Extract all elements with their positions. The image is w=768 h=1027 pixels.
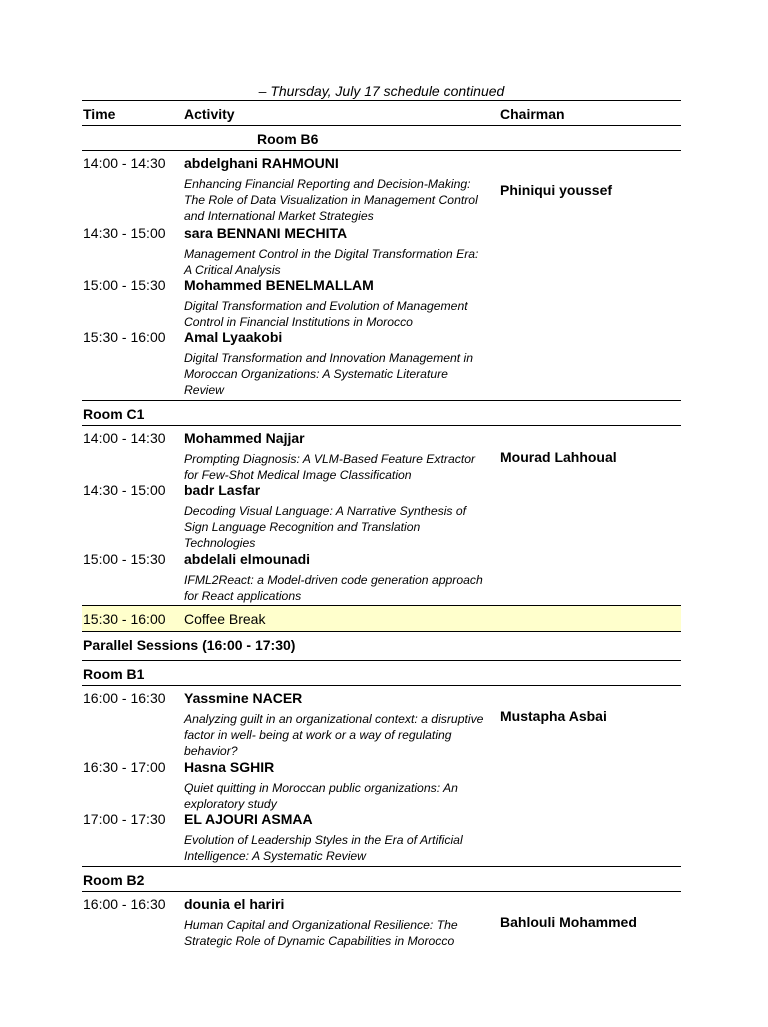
coffee-break-row: [82, 606, 681, 631]
talk-item: [82, 426, 681, 482]
talk-time: 16:00 - 16:30: [83, 690, 166, 706]
room-label: Room B1: [83, 666, 145, 682]
room-b2-block: [82, 892, 681, 952]
talk-item: [82, 892, 681, 952]
talk-item: [82, 325, 681, 395]
header-chairman: Chairman: [500, 106, 565, 122]
talk-time: 14:30 - 15:00: [83, 225, 166, 241]
speaker-name: Mohammed Najjar: [184, 430, 305, 446]
speaker-name: abdelali elmounadi: [184, 551, 311, 567]
talk-item: [82, 755, 681, 811]
talk-title: Decoding Visual Language: A Narrative Synthesis of Sign Language Recognition and Translation Technologies: [184, 504, 467, 550]
talk-time: 15:00 - 15:30: [83, 551, 166, 567]
room-b6-heading: [82, 126, 681, 150]
talk-title: IFML2React: a Model-driven code generation approach for React applications: [184, 573, 483, 603]
speaker-name: Mohammed BENELMALLAM: [184, 277, 374, 293]
speaker-name: dounia el hariri: [184, 896, 285, 912]
talk-time: 14:00 - 14:30: [83, 430, 166, 446]
talk-title: Enhancing Financial Reporting and Decision-Making: The Role of Data Visualization in Management Control and International Market Strategies: [184, 177, 478, 223]
talk-title: Human Capital and Organizational Resilience: The Strategic Role of Dynamic Capabilities in Morocco: [184, 918, 458, 948]
room-label: Room B2: [83, 872, 145, 888]
talk-item: [82, 547, 681, 605]
talk-item: [82, 151, 681, 221]
speaker-name: sara BENNANI MECHITA: [184, 225, 348, 241]
talk-item: [82, 686, 681, 758]
chairman-name: Mourad Lahhoual: [500, 449, 617, 465]
room-b6-block: [82, 151, 681, 400]
parallel-sessions-heading: [82, 632, 681, 656]
room-b2-heading: [82, 867, 681, 891]
talk-time: 17:00 - 17:30: [83, 811, 166, 827]
talk-time: 16:00 - 16:30: [83, 896, 166, 912]
talk-item: [82, 807, 681, 866]
header-activity: Activity: [184, 106, 235, 122]
talk-title: Quiet quitting in Moroccan public organizations: An exploratory study: [184, 781, 458, 811]
speaker-name: badr Lasfar: [184, 482, 261, 498]
talk-time: 14:30 - 15:00: [83, 482, 166, 498]
speaker-name: EL AJOURI ASMAA: [184, 811, 313, 827]
talk-item: [82, 221, 681, 277]
talk-title: Digital Transformation and Innovation Management in Moroccan Organizations: A Systematic Literature Review: [184, 351, 474, 397]
speaker-name: Hasna SGHIR: [184, 759, 275, 775]
talk-title: Analyzing guilt in an organizational context: a disruptive factor in well- being at work or a way of regulating behavior?: [184, 712, 484, 758]
chairman-name: Bahlouli Mohammed: [500, 914, 637, 930]
talk-item: [82, 273, 681, 329]
room-c1-heading: [82, 401, 681, 425]
talk-title: Management Control in the Digital Transformation Era: A Critical Analysis: [184, 247, 479, 277]
chairman-name: Phiniqui youssef: [500, 182, 613, 198]
talk-title: Prompting Diagnosis: A VLM-Based Feature Extractor for Few-Shot Medical Image Classification: [184, 452, 476, 482]
room-b1-block: [82, 686, 681, 866]
chairman-name: Mustapha Asbai: [500, 708, 607, 724]
talk-title: Digital Transformation and Evolution of Management Control in Financial Institutions in Morocco: [184, 299, 468, 329]
coffee-time: 15:30 - 16:00: [83, 611, 166, 627]
table-header: [82, 101, 681, 125]
room-b1-heading: [82, 661, 681, 685]
talk-title: Evolution of Leadership Styles in the Era of Artificial Intelligence: A Systematic Review: [184, 833, 463, 863]
talk-item: [82, 478, 681, 550]
schedule-page: [82, 82, 681, 952]
room-label: Room C1: [83, 406, 145, 422]
talk-time: 15:30 - 16:00: [83, 329, 166, 345]
header-time: Time: [83, 106, 116, 122]
talk-time: 14:00 - 14:30: [83, 155, 166, 171]
speaker-name: abdelghani RAHMOUNI: [184, 155, 339, 171]
section-label: Parallel Sessions (16:00 - 17:30): [83, 637, 296, 653]
coffee-label: Coffee Break: [184, 611, 266, 627]
talk-time: 16:30 - 17:00: [83, 759, 166, 775]
room-c1-block: [82, 426, 681, 605]
speaker-name: Amal Lyaakobi: [184, 329, 283, 345]
speaker-name: Yassmine NACER: [184, 690, 303, 706]
talk-time: 15:00 - 15:30: [83, 277, 166, 293]
table-caption: – Thursday, July 17 schedule continued: [258, 83, 505, 99]
room-label: Room B6: [257, 131, 319, 147]
